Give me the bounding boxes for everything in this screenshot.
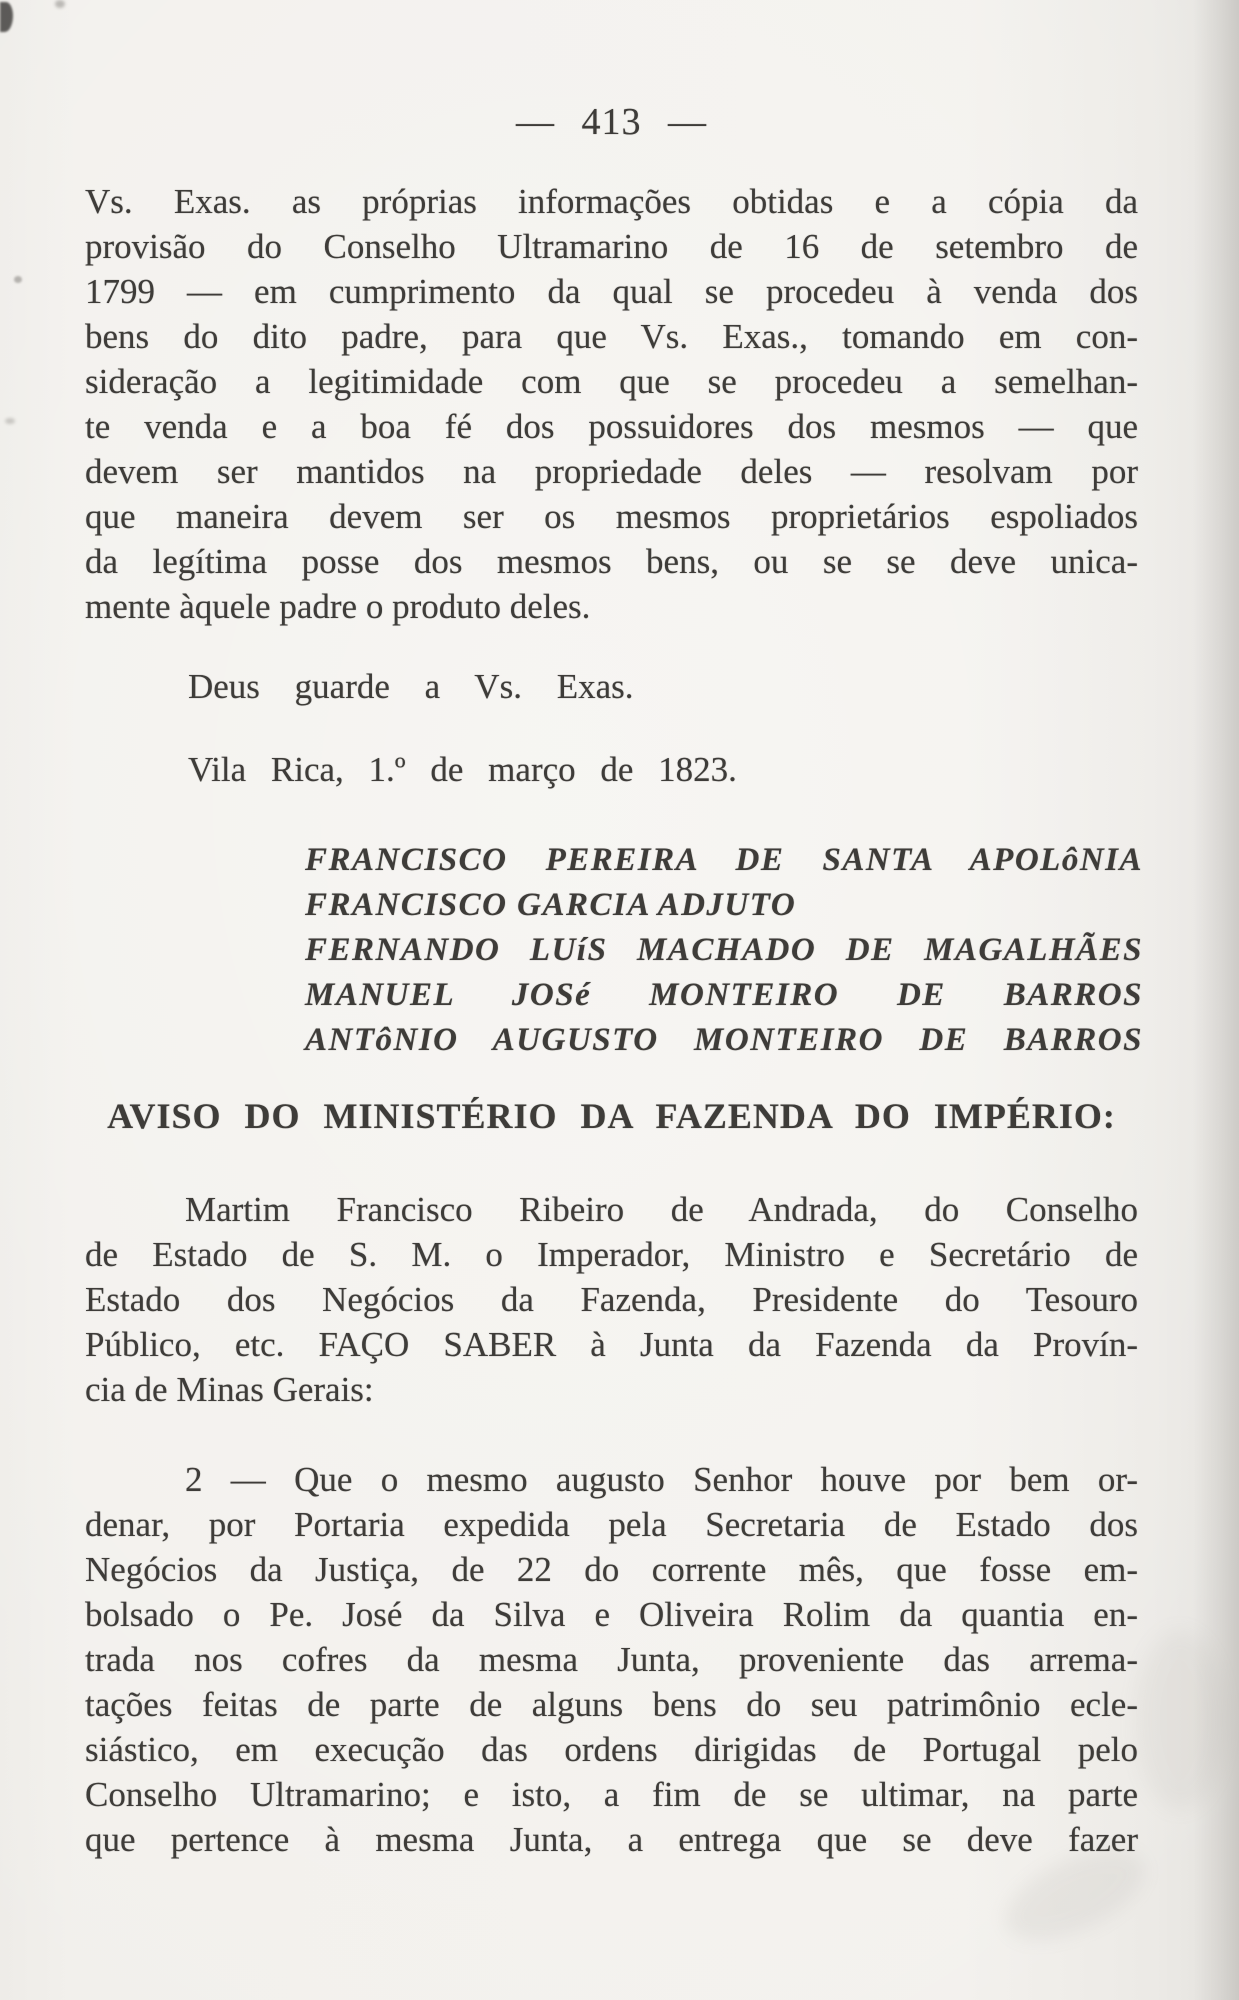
text-line: bolsado o Pe. José da Silva e Oliveira Rolim da quantia en- bbox=[85, 1595, 1138, 1634]
text-line: Negócios da Justiça, de 22 do corrente mês, que fosse em- bbox=[85, 1550, 1138, 1589]
text-line: siástico, em execução das ordens dirigidas de Portugal pelo bbox=[85, 1730, 1138, 1769]
text-line: 2 — Que o mesmo augusto Senhor houve por bem or- bbox=[185, 1460, 1138, 1499]
ink-speck bbox=[5, 418, 15, 424]
text-line: tações feitas de parte de alguns bens do seu patrimônio ecle- bbox=[85, 1685, 1138, 1724]
text-line: FRANCISCO GARCIA ADJUTO bbox=[305, 887, 797, 923]
text-line: FRANCISCO PEREIRA DE SANTA APOLôNIA bbox=[305, 842, 1143, 878]
dateline: Vila Rica, 1.º de março de 1823. bbox=[188, 750, 737, 789]
salutation-line: Deus guarde a Vs. Exas. bbox=[188, 667, 634, 706]
text-line: MANUEL JOSé MONTEIRO DE BARROS bbox=[305, 977, 1143, 1013]
paragraph-item-2 bbox=[85, 1457, 1138, 1862]
text-line: provisão do Conselho Ultramarino de 16 de setembro de bbox=[85, 227, 1138, 266]
text-line: te venda e a boa fé dos possuidores dos mesmos — que bbox=[85, 407, 1138, 446]
paragraph-minister-intro bbox=[85, 1187, 1138, 1412]
text-line: que pertence à mesma Junta, a entrega que se deve fazer bbox=[85, 1820, 1138, 1859]
text-line: Martim Francisco Ribeiro de Andrada, do Conselho bbox=[185, 1190, 1138, 1229]
text-line: Estado dos Negócios da Fazenda, Presidente do Tesouro bbox=[85, 1280, 1138, 1319]
ink-speck bbox=[14, 276, 22, 283]
text-line: FERNANDO LUíS MACHADO DE MAGALHÃES bbox=[305, 932, 1143, 968]
page-number: — 413 — bbox=[516, 101, 707, 143]
text-line: Vs. Exas. as próprias informações obtidas e a cópia da bbox=[85, 182, 1138, 221]
text-line: de Estado de S. M. o Imperador, Ministro e Secretário de bbox=[85, 1235, 1138, 1274]
text-line: Conselho Ultramarino; e isto, a fim de se ultimar, na parte bbox=[85, 1775, 1138, 1814]
text-line: devem ser mantidos na propriedade deles — resolvam por bbox=[85, 452, 1138, 491]
text-line: cia de Minas Gerais: bbox=[85, 1370, 374, 1409]
text-line: bens do dito padre, para que Vs. Exas., tomando em con- bbox=[85, 317, 1138, 356]
paragraph-continuation bbox=[85, 179, 1138, 629]
section-heading: AVISO DO MINISTÉRIO DA FAZENDA DO IMPÉRIO: bbox=[107, 1096, 1116, 1136]
text-line: ANTôNIO AUGUSTO MONTEIRO DE BARROS bbox=[305, 1022, 1143, 1058]
text-line: que maneira devem ser os mesmos proprietários espoliados bbox=[85, 497, 1138, 536]
text-line: denar, por Portaria expedida pela Secretaria de Estado dos bbox=[85, 1505, 1138, 1544]
text-line: Público, etc. FAÇO SABER à Junta da Fazenda da Provín- bbox=[85, 1325, 1138, 1364]
page-edge-shadow bbox=[1193, 0, 1239, 2000]
scan-artifact-corner bbox=[0, 2, 13, 32]
text-line: sideração a legitimidade com que se procedeu a semelhan- bbox=[85, 362, 1138, 401]
text-line: da legítima posse dos mesmos bens, ou se se deve unica- bbox=[85, 542, 1138, 581]
scan-smudge bbox=[1135, 1630, 1225, 1810]
text-line: mente àquele padre o produto deles. bbox=[85, 587, 591, 626]
text-line: trada nos cofres da mesma Junta, proveniente das arrema- bbox=[85, 1640, 1138, 1679]
ink-speck bbox=[55, 0, 65, 8]
signature-block bbox=[305, 838, 1143, 1063]
text-line: 1799 — em cumprimento da qual se procedeu à venda dos bbox=[85, 272, 1138, 311]
